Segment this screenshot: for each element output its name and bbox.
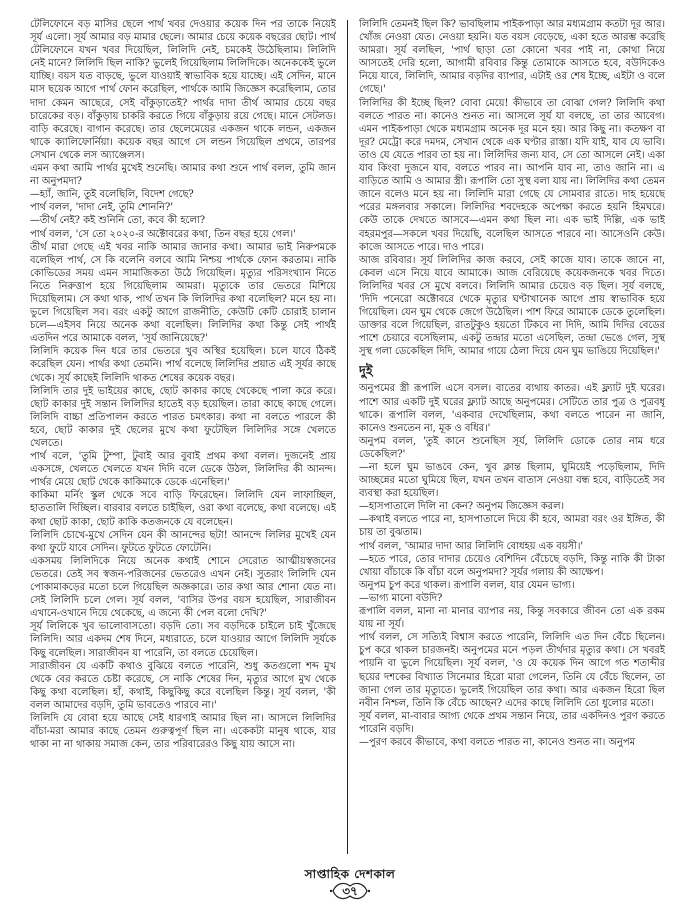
paragraph: পার্থ বলল, 'সে তো ২০২০-র অক্টোবরের কথা, তিন বছর হয়ে গেল।' — [30, 228, 296, 240]
paragraph: সূর্য বলল, মা-বাবার আগ্য থেকে প্রথম সন্তান নিয়ে, তার একদিনও পুরণ করতে পারেনি বড়দি। — [359, 710, 665, 735]
paragraph: পার্থ বলল, 'দাদা নেই, তুমি শোননি?' — [30, 202, 174, 214]
paragraph: সূর্য লিলিকে খুব ভালোবাসতো। বড়দি তো। সব বড়দিকে চাইলে চাই খুঁজেছে লিলিদি। আর একদম শেষ দিনে, মধ্যরাতে, চলে যাওয়ার আগে লিলিদি সূর্যকে কিছু বলেছিল। সারাজীবন যা পারেনি, তা বলতে চেয়েছিল। — [30, 621, 336, 659]
paragraph: অনুপম চুপ করে থাকল। রূপালি বলল, যার যেমন ভাগ্য। — [359, 579, 575, 591]
paragraph: অনুপম বলল, 'তুই কানে শুনেছিস সূর্য, লিলিদি ডোকে তোর নাম ধরে ডেকেছিল?' — [359, 435, 665, 460]
paragraph: —না হলে ঘুম ভাঙবে কেন, খুব ক্লান্ত ছিলাম, ঘুমিয়েই পড়েছিলাম, দিদি আচ্ছন্নের মতো ঘুমিয়ে ছিল, যখন তখন বাতাস নেওয়া বন্ধ হবে, বাড়িতেই সব ব্যবস্থা করা হয়েছিল। — [359, 462, 665, 500]
paragraph: —হতে পারে, তোর দাদার চেয়েও বেশিদিন বেঁচেছে বড়দি, কিন্তু নাকি কী টাকা খোয়া বাঁচাকে কি বাঁচা বলে অনুপমদা? সূর্যর গলায় কী আক্ষেপ। — [359, 553, 665, 578]
paragraph: একসময় লিলিদিকে নিয়ে অনেক কথাই শোনে সেরোত আত্মীয়স্বজনের ভেতরে। তেই সব স্বজন-পরিজনের ভেতরেও এখন নেই। সুতরাং লিলিদি যেন পোকামাকড়ের মতো চলে গিয়েছিল অজ্ঞকারে। তার কথা আর শোনা যেত না। সেই লিলিদি চলে গেল। সূর্য বলল, 'বাসির উপর বয়স হয়েছিল, সারাজীবন এখানে-ওখানে দিয়ে থেকেছে, এ জন্যে কী পেল বলো দেখি?' — [30, 555, 336, 620]
paragraph: লিলিদির কী ইচ্ছে ছিল? বোবা মেয়ে! কীভাবে তা বোঝা গেল? লিলিদি কথা বলতে পারত না। কানেও শুনত না। আসলে সূর্য যা বলছে, তা তার আবেগ। এমন পাইকপাড়া থেকে মধ্যমগ্রাম অনেক দূর মনে হয়। আর কিছু না। কতক্ষণ বা দূর? মেট্রো করে দমদম, সেখান থেকে এক ঘণ্টার রাস্তা। যদি যাই, যাব যে ভাবি। তাও যে যেতে পারব তা হয় না। লিলিদির জন্য যাব, সে তো আসলে নেই। একা যাব কিংবা দুজনে যাব, বলতে পারব না। আপনি যাব না, তাও জানি না। এ বাড়িতে আমি ও আমার স্ত্রী। রূপালি তো সুস্থ বলা যায় না। লিলিদির কথা তেমন জানে বলেও মনে হয় না। লিলিদি মারা গেছে যে সোমবার রাতে। দাহ হয়েছে পরের মঙ্গলবার সকালে। লিলিদির শবদেহকে অপেক্ষা করতে হয়নি হিমঘরে। কেউ তাকে দেখতে আসবে—এমন কথা ছিল না। এক ভাই দিল্লি, এক ভাই বহরমপুর—সকলে খবর দিয়েছি, বলেছিল আসতে পারবে না। আসেওনি কেউ। কাজে আসতে পারে। দাও পারে। — [359, 97, 665, 253]
column-divider — [347, 20, 348, 854]
paragraph: —হ্যাঁ, জানি, তুই বলেছিলি, বিদেশ গেছে? — [30, 189, 194, 201]
paragraph: লিলিদি কয়েক দিন ধরে তার ভেতরে খুব অস্থির হয়েছিল। চলে যাবে ঠিকই করেছিল যেন। পার্থর কথা তেমনি। পার্থ বলেছে লিলিদির প্রয়াত এই সূর্যর কাছে থেকে। সূর্য কাছেই লিলিদি থাকত শেষের কয়েক বছর। — [30, 346, 336, 384]
section-heading: দুই — [359, 364, 373, 380]
paragraph: আজ রবিবার। সূর্য লিলিদির কাজ করবে, সেই কাজে যাব। তাকে জানে না, কেবল এসে নিয়ে যাবে আমাকে। আজ বেরিয়েছে কয়েকজনকে খবর দিতে। লিলিদির খবর সে মুখে বলবে। লিলিদি আমার চেয়েও বড় ছিল। সূর্য বলছে, 'দিদি পনেরো অক্টোবরে থেকে মৃত্যুর ঘণ্টাখানেক আগে প্রায় স্বাভাবিক হয়ে গিয়েছিল। যেন ঘুম থেকে জেগে উঠেছিল। পাশ ফিরে আমাকে ডেকে তুলেছিল। ডাক্তার বলে গিয়েছিল, রাতটুকুও হয়তো টিকবে না দিদি, আমি দিদির বেডের পাশে চেয়ারে বসেছিলাম, একটু তন্দ্রার মতো এসেছিল, তন্দ্রা ভেঙে গেল, সুস্থ সুস্থ গলা ডেকেছিল দিদি, আমার গায়ে ঠেলা দিয়ে যেন ঘুম ভাঙিয়ে দিয়েছিল।' — [359, 254, 665, 358]
paragraph: লিলিদি চোখে-মুখে সেদিন যেন কী আনন্দের ছটা! আনন্দে লিলির মুখেই যেন কথা ফুটে যাবে সেদিন। ফুটতে ফুটতে ফোটেনি। — [30, 529, 336, 554]
paragraph: রূপালি বলল, মানা না মানার ব্যাপার নয়, কিন্তু সবকারে জীবন তো এক রকম যায় না সূর্য। — [359, 606, 665, 631]
paragraph: —তীর্থ নেই? কই শুনিনি তো, কবে কী হলো? — [30, 215, 205, 227]
paragraph: কাকিমা মর্নিং স্কুল থেকে সবে বাড়ি ফিরেছেন। লিলিদি যেন লাফাচ্ছিল, হাততালি দিচ্ছিল। বারবার বলতে চাইছিল, ওরা কথা বলেছে, কথা বলেছে। এই কথা ছোট কাকা, ছোট কাকি কতজনকে যে বলেছেন। — [30, 490, 336, 528]
paragraph: তীর্থ মারা গেছে এই খবর নাকি আমার জানার কথা। আমার ভাই নিরুপমকে বলেছিল পার্থ, সে কি বলেনি বলবে আমি নিশ্চয় পার্থকে ফোন করতাম। নাকি কোভিডের সময় এমন সামাজিকতা উঠে গিয়েছিল। মৃত্যুর পরিসংখ্যান নিতে নিতে নিরুত্তাপ হয়ে গিয়েছিলাম আমরা। মৃত্যুকে তার ভেতরে মিশিয়ে দিয়েছিলাম। সে কথা থাক, পার্থ তখন কি লিলিদির কথা বলেছিল? মনে হয় না। ভুলে গিয়েছিল সব। বরং একটু আগে রাজনীতি, কেউটি কেটি চোরাই চালান চলে—এইসব নিয়ে অনেক কথা বলেছিল। লিলিদির কথা কিন্তু সেই পার্থই এতদিন পরে আমাকে বলল, 'সূর্য জানিয়েছে?' — [30, 241, 336, 345]
paragraph: —হাসপাতালে দিলি না কেন? অনুপম জিজ্ঞেস করল। — [359, 501, 564, 513]
paragraph: —কথাই বলতে পারে না, হাসপাতালে দিয়ে কী হবে, আমরা বরং ওর ইঙ্গিত, কী চায় তা বুঝতাম। — [359, 514, 665, 539]
paragraph: —পুরণ করবে কীভাবে, কথা বলতে পারত না, কানেও শুনত না। অনুপম — [359, 736, 636, 748]
magazine-title: সাপ্তাহিক দেশকাল — [304, 867, 396, 881]
paragraph: টেলিফোনে বড় মাসির ছেলে পার্থ খবর দেওয়ার কয়েক দিন পর তাকে নিয়েই সূর্য এলো। সূর্য আমার বড় মামার ছেলে। আমার চেয়ে কয়েক বছরের ছোট। পার্থ টেলিফোনে যখন খবর দিয়েছিল, লিলিদি নেই, চমকেই উঠেছিলাম। লিলিদি নেই মানে? লিলিদি ছিল নাকি? ভুলেই গিয়েছিলাম লিলিদিকে। অনেককেই ভুলে যাচ্ছি। বয়স যত বাড়ছে, ভুলে যাওয়াই স্বাভাবিক হয়ে যাচ্ছে। এই সেদিন, মানে মাস ছয়েক আগে পার্থ ফোন করেছিল, পার্থকে আমি জিজ্ঞেস করেছিলাম, তোর দাদা কেমন আছেরে, সেই বাঁকুড়াতেই? পার্থর দাদা তীর্থ আমার চেয়ে বছর চারেকের বড়। বাঁকুড়ায় চাকরি করতে গিয়ে বাঁকুড়ায় রয়ে গেছে। মানে সেটলড। বাড়ি করেছে। বাগান করেছে। তার ছেলেমেয়ের একজন থাকে লন্ডন, একজন থাকে ক্যালিফোর্নিয়া। কয়েক বছর আগে সে লন্ডন গিয়েছিল প্রথমে, তারপর সেখান থেকে লস অ্যাঞ্জেলস। — [30, 19, 336, 161]
right-column — [359, 18, 665, 856]
paragraph: পার্থ বলল, 'আমার দাদা আর লিলিদি বোধহয় এক বয়সী।' — [359, 540, 584, 552]
paragraph: সারাজীবন যে একটি কথাও বুঝিয়ে বলতে পারেনি, শুধু কতগুলো শব্দ মুখ থেকে বের করতে চেষ্টা করেছে, সে নাকি শেষের দিন, মৃত্যুর আগে মুখ থেকে কিছু কথা বলেছিল। হাঁ, কথাই, কিছুকিছু করে বলেছিল কিন্তু। সূর্য বলল, 'কী বলল আমাদের বড়দি, তুমি ভাবতেও পারবে না।' — [30, 660, 336, 711]
left-column — [30, 18, 336, 856]
page-number-badge — [329, 880, 371, 902]
paragraph: এমন কথা আমি পার্থর মুখেই শুনেছি। আমার কথা শুনে পার্থ বলল, তুমি জান না অনুপমদা? — [30, 163, 336, 188]
paragraph: পার্থ বলল, সে সত্যিই বিশ্বাস করতে পারেনি, লিলিদি এত দিন বেঁচে ছিলেন। চুপ করে থাকল চারজনই। অনুপমের মনে পড়ল তীর্থদার মৃত্যুর কথা। সে খবরই পায়নি বা ভুলে গিয়েছিল। সূর্য বলল, 'ও যে কয়েক দিন আগে গত শতাব্দীর ছয়ের দশকের বিখ্যাত সিনেমার হিরো মারা গেলেন, তিনি যে বেঁচে ছিলেন, তা জানা গেল তার মৃত্যুতে। ভুলেই গিয়েছিল তার কথা। আর একজন হিরো ছিল নবীন নিশ্চল, তিনি কি বেঁচে আছেন? এদের কাছে লিলিদি তো ধুলোর মতো। — [359, 632, 665, 709]
paragraph: লিলিদি তেমনই ছিল কি? ভাবছিলাম পাইকপাড়া আর মধ্যমগ্রাম কতটা দূর আর। খোঁজ নেওয়া যেত। নেওয়া হয়নি। যত বয়স বেড়েছে, একা হতে আরম্ভ করেছি আমরা। সূর্য বলছিল, 'পার্থ ছাড়া তো কোনো খবর পাই না, কোথা নিয়ে আসতেই দেরি হলো, আগামী রবিবার কিন্তু তোমাকে আসতে হবে, বউদিকেও নিয়ে যাবে, লিলিদি, আমার বড়দির ব্যাপার, এটাই ওর শেষ ইচ্ছে, এইটা ও বলে গেছে।' — [359, 19, 665, 96]
paragraph: লিলিদি তার দুই ভাইয়ের কাছে, ছোট কাকার কাছে থেকেছে পালা করে করে। ছোট কাকার দুই সন্তান লিলিদির হাতেই বড় হয়েছিল। তারা কাছে কাছে গেলে। লিলিদি বাচ্চা প্রতিপালন করতে পারত চমৎকার। কথা না বলতে পারলে কী হবে, ছোট কাকার দুই ছেলের মুখে কথা ফুটেছিল লিলিদির সঙ্গে খেলতে খেলতে। — [30, 385, 336, 449]
paragraph: লিলিদি যে বোবা হয়ে আছে সেই ধারণাই আমার ছিল না। আসলে লিলিদির বাঁচা-মরা আমার কাছে তেমন গুরুত্বপূর্ণ ছিল না। একেকটা মানুষ থাকে, যার থাকা না না থাকায় সমাজ কেন, তার পরিবারেরও কিছু যায় আসে না। — [30, 712, 336, 751]
paragraph: অনুপমের স্ত্রী রূপালি এসে বসল। বাতের ব্যথায় কাতর। এই ফ্ল্যাট দুই ঘরের। পাশে আর একটি দুই ঘরের ফ্ল্যাট আছে অনুপমের। সেটিতে তার পুত্র ও পুত্রবধূ থাকে। রূপালি বলল, 'একবার দেখেছিলাম, কথা বলতে পারেন না জানি, কানেও শুনতেন না, মূক ও বধির।' — [359, 383, 665, 434]
page-number: ৩৭ — [342, 884, 358, 898]
paragraph: পার্থ বলে, 'তুমি টুম্পা, টুবাই আর বুবাই প্রথম কথা বলল। দুজনেই প্রায় একসঙ্গে, খেলতে খেলতে যখন দিদি বলে ডেকে উঠল, লিলিদির কী আনন্দ। পার্থর মেয়ে ছোট থেকে কাকিমাকে ডেকে এনেছিল।' — [30, 451, 336, 489]
paragraph: —ভাগ্য মানো বউদি? — [359, 592, 443, 604]
